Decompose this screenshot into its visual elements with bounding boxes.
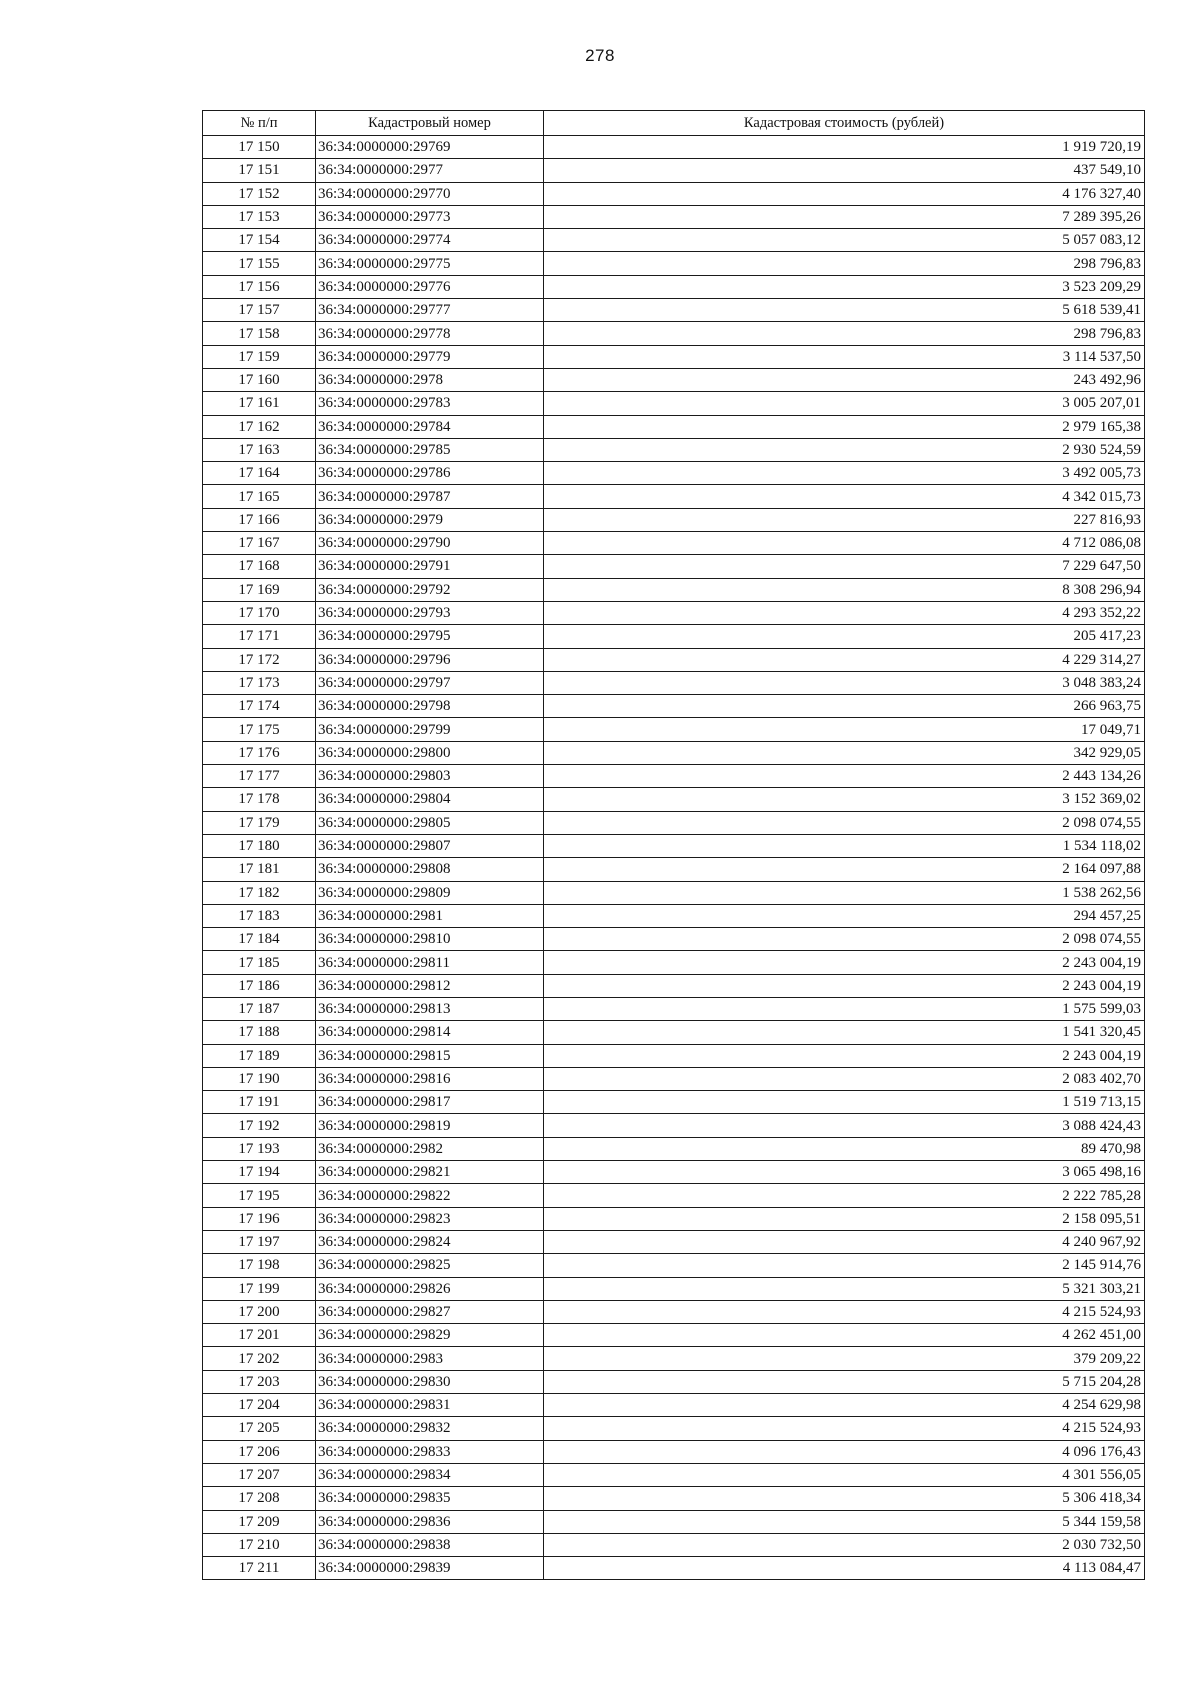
row-index-cell: 17 181 (203, 858, 316, 881)
table-row (203, 182, 1145, 205)
table-row (203, 299, 1145, 322)
cadastral-value-cell: 3 048 383,24 (544, 671, 1145, 694)
table-row (203, 1417, 1145, 1440)
table-row (203, 532, 1145, 555)
row-index-cell: 17 189 (203, 1044, 316, 1067)
row-index-cell: 17 150 (203, 136, 316, 159)
cadastral-value-cell: 2 930 524,59 (544, 438, 1145, 461)
cadastral-value-cell: 4 229 314,27 (544, 648, 1145, 671)
table-row (203, 974, 1145, 997)
row-index-cell: 17 158 (203, 322, 316, 345)
table-row (203, 438, 1145, 461)
table-row (203, 928, 1145, 951)
row-index-cell: 17 205 (203, 1417, 316, 1440)
cadastral-number-cell: 36:34:0000000:29791 (316, 555, 544, 578)
table-row (203, 1044, 1145, 1067)
cadastral-number-cell: 36:34:0000000:29773 (316, 205, 544, 228)
cadastral-number-cell: 36:34:0000000:29804 (316, 788, 544, 811)
cadastral-value-cell: 5 321 303,21 (544, 1277, 1145, 1300)
cadastral-number-cell: 36:34:0000000:29775 (316, 252, 544, 275)
row-index-cell: 17 166 (203, 508, 316, 531)
table-row (203, 648, 1145, 671)
row-index-cell: 17 169 (203, 578, 316, 601)
row-index-cell: 17 178 (203, 788, 316, 811)
table-row (203, 1067, 1145, 1090)
table-row (203, 555, 1145, 578)
table-row (203, 695, 1145, 718)
row-index-cell: 17 173 (203, 671, 316, 694)
row-index-cell: 17 152 (203, 182, 316, 205)
cadastral-value-cell: 3 114 537,50 (544, 345, 1145, 368)
row-index-cell: 17 190 (203, 1067, 316, 1090)
cadastral-number-cell: 36:34:0000000:29798 (316, 695, 544, 718)
cadastral-number-cell: 36:34:0000000:29826 (316, 1277, 544, 1300)
table-row (203, 601, 1145, 624)
row-index-cell: 17 164 (203, 462, 316, 485)
cadastral-value-cell: 1 541 320,45 (544, 1021, 1145, 1044)
cadastral-value-cell: 4 215 524,93 (544, 1300, 1145, 1323)
cadastral-number-cell: 36:34:0000000:29830 (316, 1370, 544, 1393)
row-index-cell: 17 202 (203, 1347, 316, 1370)
cadastral-table (202, 110, 1145, 1580)
row-index-cell: 17 171 (203, 625, 316, 648)
table-row (203, 159, 1145, 182)
table-row (203, 368, 1145, 391)
cadastral-table-container (202, 110, 1144, 1580)
row-index-cell: 17 211 (203, 1557, 316, 1580)
cadastral-number-cell: 36:34:0000000:29810 (316, 928, 544, 951)
cadastral-value-cell: 2 158 095,51 (544, 1207, 1145, 1230)
table-row (203, 951, 1145, 974)
cadastral-number-cell: 36:34:0000000:29821 (316, 1161, 544, 1184)
cadastral-value-cell: 2 222 785,28 (544, 1184, 1145, 1207)
cadastral-number-cell: 36:34:0000000:29790 (316, 532, 544, 555)
cadastral-value-cell: 2 243 004,19 (544, 974, 1145, 997)
row-index-cell: 17 151 (203, 159, 316, 182)
table-row (203, 252, 1145, 275)
cadastral-value-cell: 342 929,05 (544, 741, 1145, 764)
table-row (203, 485, 1145, 508)
row-index-cell: 17 201 (203, 1324, 316, 1347)
cadastral-number-cell: 36:34:0000000:2978 (316, 368, 544, 391)
cadastral-value-cell: 7 289 395,26 (544, 205, 1145, 228)
row-index-cell: 17 174 (203, 695, 316, 718)
table-row (203, 578, 1145, 601)
cadastral-value-cell: 2 164 097,88 (544, 858, 1145, 881)
table-row (203, 415, 1145, 438)
table-row (203, 508, 1145, 531)
cadastral-number-cell: 36:34:0000000:29822 (316, 1184, 544, 1207)
cadastral-value-cell: 243 492,96 (544, 368, 1145, 391)
cadastral-value-cell: 2 083 402,70 (544, 1067, 1145, 1090)
cadastral-number-cell: 36:34:0000000:29811 (316, 951, 544, 974)
table-row (203, 322, 1145, 345)
row-index-cell: 17 186 (203, 974, 316, 997)
cadastral-value-cell: 298 796,83 (544, 322, 1145, 345)
row-index-cell: 17 182 (203, 881, 316, 904)
cadastral-value-cell: 4 113 084,47 (544, 1557, 1145, 1580)
cadastral-number-cell: 36:34:0000000:29823 (316, 1207, 544, 1230)
cadastral-value-cell: 2 243 004,19 (544, 951, 1145, 974)
cadastral-number-cell: 36:34:0000000:29799 (316, 718, 544, 741)
table-row (203, 788, 1145, 811)
table-row (203, 1184, 1145, 1207)
table-row (203, 275, 1145, 298)
cadastral-value-cell: 2 098 074,55 (544, 811, 1145, 834)
table-row (203, 1370, 1145, 1393)
row-index-cell: 17 210 (203, 1533, 316, 1556)
table-row (203, 1207, 1145, 1230)
table-header (203, 111, 1145, 136)
row-index-cell: 17 195 (203, 1184, 316, 1207)
cadastral-number-cell: 36:34:0000000:29812 (316, 974, 544, 997)
cadastral-value-cell: 2 145 914,76 (544, 1254, 1145, 1277)
cadastral-value-cell: 4 176 327,40 (544, 182, 1145, 205)
table-row (203, 229, 1145, 252)
cadastral-number-cell: 36:34:0000000:2977 (316, 159, 544, 182)
page-number: 278 (585, 46, 615, 65)
row-index-cell: 17 179 (203, 811, 316, 834)
cadastral-number-cell: 36:34:0000000:29795 (316, 625, 544, 648)
cadastral-number-cell: 36:34:0000000:29825 (316, 1254, 544, 1277)
cadastral-value-cell: 4 293 352,22 (544, 601, 1145, 624)
cadastral-number-cell: 36:34:0000000:29815 (316, 1044, 544, 1067)
cadastral-number-cell: 36:34:0000000:29776 (316, 275, 544, 298)
cadastral-number-cell: 36:34:0000000:2981 (316, 904, 544, 927)
row-index-cell: 17 209 (203, 1510, 316, 1533)
row-index-cell: 17 175 (203, 718, 316, 741)
cadastral-value-cell: 3 492 005,73 (544, 462, 1145, 485)
row-index-cell: 17 167 (203, 532, 316, 555)
table-row (203, 345, 1145, 368)
cadastral-value-cell: 8 308 296,94 (544, 578, 1145, 601)
table-row (203, 671, 1145, 694)
row-index-cell: 17 184 (203, 928, 316, 951)
row-index-cell: 17 193 (203, 1137, 316, 1160)
cadastral-number-cell: 36:34:0000000:29814 (316, 1021, 544, 1044)
row-index-cell: 17 185 (203, 951, 316, 974)
row-index-cell: 17 165 (203, 485, 316, 508)
cadastral-number-cell: 36:34:0000000:29836 (316, 1510, 544, 1533)
table-row (203, 741, 1145, 764)
cadastral-value-cell: 89 470,98 (544, 1137, 1145, 1160)
cadastral-value-cell: 7 229 647,50 (544, 555, 1145, 578)
cadastral-number-cell: 36:34:0000000:29838 (316, 1533, 544, 1556)
table-row (203, 1533, 1145, 1556)
table-body (203, 136, 1145, 1580)
cadastral-number-cell: 36:34:0000000:29797 (316, 671, 544, 694)
cadastral-value-cell: 2 030 732,50 (544, 1533, 1145, 1556)
table-row (203, 834, 1145, 857)
cadastral-value-cell: 4 262 451,00 (544, 1324, 1145, 1347)
cadastral-value-cell: 266 963,75 (544, 695, 1145, 718)
cadastral-value-cell: 379 209,22 (544, 1347, 1145, 1370)
cadastral-number-cell: 36:34:0000000:29769 (316, 136, 544, 159)
row-index-cell: 17 162 (203, 415, 316, 438)
table-row (203, 811, 1145, 834)
row-index-cell: 17 161 (203, 392, 316, 415)
header-cadastral-value: Кадастровая стоимость (рублей) (544, 111, 1145, 136)
cadastral-value-cell: 5 306 418,34 (544, 1487, 1145, 1510)
cadastral-value-cell: 4 096 176,43 (544, 1440, 1145, 1463)
row-index-cell: 17 207 (203, 1463, 316, 1486)
row-index-cell: 17 199 (203, 1277, 316, 1300)
table-row (203, 205, 1145, 228)
cadastral-value-cell: 2 098 074,55 (544, 928, 1145, 951)
table-row (203, 1161, 1145, 1184)
table-row (203, 718, 1145, 741)
cadastral-value-cell: 3 005 207,01 (544, 392, 1145, 415)
row-index-cell: 17 191 (203, 1091, 316, 1114)
row-index-cell: 17 203 (203, 1370, 316, 1393)
table-row (203, 1463, 1145, 1486)
table-row (203, 904, 1145, 927)
table-row (203, 1394, 1145, 1417)
cadastral-number-cell: 36:34:0000000:2982 (316, 1137, 544, 1160)
row-index-cell: 17 156 (203, 275, 316, 298)
row-index-cell: 17 160 (203, 368, 316, 391)
cadastral-value-cell: 205 417,23 (544, 625, 1145, 648)
row-index-cell: 17 172 (203, 648, 316, 671)
row-index-cell: 17 153 (203, 205, 316, 228)
cadastral-value-cell: 227 816,93 (544, 508, 1145, 531)
row-index-cell: 17 154 (203, 229, 316, 252)
cadastral-number-cell: 36:34:0000000:29817 (316, 1091, 544, 1114)
cadastral-number-cell: 36:34:0000000:29816 (316, 1067, 544, 1090)
cadastral-value-cell: 1 919 720,19 (544, 136, 1145, 159)
cadastral-number-cell: 36:34:0000000:29839 (316, 1557, 544, 1580)
cadastral-number-cell: 36:34:0000000:29770 (316, 182, 544, 205)
cadastral-number-cell: 36:34:0000000:29834 (316, 1463, 544, 1486)
row-index-cell: 17 188 (203, 1021, 316, 1044)
cadastral-number-cell: 36:34:0000000:29779 (316, 345, 544, 368)
cadastral-value-cell: 4 254 629,98 (544, 1394, 1145, 1417)
cadastral-value-cell: 5 618 539,41 (544, 299, 1145, 322)
table-row (203, 997, 1145, 1020)
cadastral-value-cell: 4 215 524,93 (544, 1417, 1145, 1440)
row-index-cell: 17 197 (203, 1230, 316, 1253)
table-row (203, 1021, 1145, 1044)
cadastral-value-cell: 17 049,71 (544, 718, 1145, 741)
row-index-cell: 17 168 (203, 555, 316, 578)
cadastral-number-cell: 36:34:0000000:29831 (316, 1394, 544, 1417)
row-index-cell: 17 196 (203, 1207, 316, 1230)
cadastral-number-cell: 36:34:0000000:29813 (316, 997, 544, 1020)
cadastral-value-cell: 1 575 599,03 (544, 997, 1145, 1020)
header-row (203, 111, 1145, 136)
cadastral-number-cell: 36:34:0000000:29827 (316, 1300, 544, 1323)
row-index-cell: 17 192 (203, 1114, 316, 1137)
cadastral-number-cell: 36:34:0000000:2983 (316, 1347, 544, 1370)
cadastral-value-cell: 4 712 086,08 (544, 532, 1145, 555)
table-row (203, 1324, 1145, 1347)
cadastral-number-cell: 36:34:0000000:2979 (316, 508, 544, 531)
table-row (203, 1277, 1145, 1300)
cadastral-number-cell: 36:34:0000000:29784 (316, 415, 544, 438)
cadastral-number-cell: 36:34:0000000:29803 (316, 765, 544, 788)
cadastral-number-cell: 36:34:0000000:29785 (316, 438, 544, 461)
cadastral-number-cell: 36:34:0000000:29832 (316, 1417, 544, 1440)
cadastral-number-cell: 36:34:0000000:29808 (316, 858, 544, 881)
cadastral-value-cell: 2 443 134,26 (544, 765, 1145, 788)
cadastral-number-cell: 36:34:0000000:29807 (316, 834, 544, 857)
table-row (203, 1510, 1145, 1533)
cadastral-value-cell: 1 534 118,02 (544, 834, 1145, 857)
cadastral-value-cell: 2 979 165,38 (544, 415, 1145, 438)
cadastral-number-cell: 36:34:0000000:29833 (316, 1440, 544, 1463)
row-index-cell: 17 180 (203, 834, 316, 857)
cadastral-number-cell: 36:34:0000000:29819 (316, 1114, 544, 1137)
cadastral-number-cell: 36:34:0000000:29793 (316, 601, 544, 624)
header-cadastral-number: Кадастровый номер (316, 111, 544, 136)
cadastral-number-cell: 36:34:0000000:29796 (316, 648, 544, 671)
cadastral-value-cell: 1 519 713,15 (544, 1091, 1145, 1114)
row-index-cell: 17 155 (203, 252, 316, 275)
cadastral-value-cell: 3 152 369,02 (544, 788, 1145, 811)
table-row (203, 1137, 1145, 1160)
cadastral-number-cell: 36:34:0000000:29783 (316, 392, 544, 415)
cadastral-value-cell: 5 715 204,28 (544, 1370, 1145, 1393)
cadastral-number-cell: 36:34:0000000:29787 (316, 485, 544, 508)
row-index-cell: 17 187 (203, 997, 316, 1020)
cadastral-value-cell: 4 301 556,05 (544, 1463, 1145, 1486)
header-index: № п/п (203, 111, 316, 136)
table-row (203, 625, 1145, 648)
cadastral-value-cell: 4 342 015,73 (544, 485, 1145, 508)
cadastral-value-cell: 298 796,83 (544, 252, 1145, 275)
row-index-cell: 17 198 (203, 1254, 316, 1277)
table-row (203, 1230, 1145, 1253)
row-index-cell: 17 163 (203, 438, 316, 461)
cadastral-value-cell: 437 549,10 (544, 159, 1145, 182)
cadastral-value-cell: 4 240 967,92 (544, 1230, 1145, 1253)
row-index-cell: 17 159 (203, 345, 316, 368)
row-index-cell: 17 206 (203, 1440, 316, 1463)
cadastral-value-cell: 3 088 424,43 (544, 1114, 1145, 1137)
cadastral-number-cell: 36:34:0000000:29809 (316, 881, 544, 904)
table-row (203, 765, 1145, 788)
row-index-cell: 17 157 (203, 299, 316, 322)
cadastral-value-cell: 1 538 262,56 (544, 881, 1145, 904)
table-row (203, 1091, 1145, 1114)
table-row (203, 1347, 1145, 1370)
cadastral-number-cell: 36:34:0000000:29835 (316, 1487, 544, 1510)
cadastral-number-cell: 36:34:0000000:29778 (316, 322, 544, 345)
table-row (203, 1114, 1145, 1137)
cadastral-number-cell: 36:34:0000000:29792 (316, 578, 544, 601)
cadastral-number-cell: 36:34:0000000:29824 (316, 1230, 544, 1253)
row-index-cell: 17 204 (203, 1394, 316, 1417)
row-index-cell: 17 194 (203, 1161, 316, 1184)
cadastral-value-cell: 3 065 498,16 (544, 1161, 1145, 1184)
row-index-cell: 17 177 (203, 765, 316, 788)
cadastral-value-cell: 2 243 004,19 (544, 1044, 1145, 1067)
row-index-cell: 17 183 (203, 904, 316, 927)
row-index-cell: 17 200 (203, 1300, 316, 1323)
cadastral-value-cell: 3 523 209,29 (544, 275, 1145, 298)
cadastral-number-cell: 36:34:0000000:29774 (316, 229, 544, 252)
cadastral-number-cell: 36:34:0000000:29805 (316, 811, 544, 834)
table-row (203, 1557, 1145, 1580)
row-index-cell: 17 176 (203, 741, 316, 764)
cadastral-number-cell: 36:34:0000000:29786 (316, 462, 544, 485)
table-row (203, 462, 1145, 485)
cadastral-value-cell: 294 457,25 (544, 904, 1145, 927)
row-index-cell: 17 208 (203, 1487, 316, 1510)
cadastral-value-cell: 5 344 159,58 (544, 1510, 1145, 1533)
table-row (203, 858, 1145, 881)
cadastral-number-cell: 36:34:0000000:29800 (316, 741, 544, 764)
table-row (203, 1254, 1145, 1277)
table-row (203, 881, 1145, 904)
cadastral-number-cell: 36:34:0000000:29777 (316, 299, 544, 322)
cadastral-value-cell: 5 057 083,12 (544, 229, 1145, 252)
table-row (203, 136, 1145, 159)
cadastral-number-cell: 36:34:0000000:29829 (316, 1324, 544, 1347)
table-row (203, 1487, 1145, 1510)
table-row (203, 392, 1145, 415)
row-index-cell: 17 170 (203, 601, 316, 624)
table-row (203, 1300, 1145, 1323)
table-row (203, 1440, 1145, 1463)
